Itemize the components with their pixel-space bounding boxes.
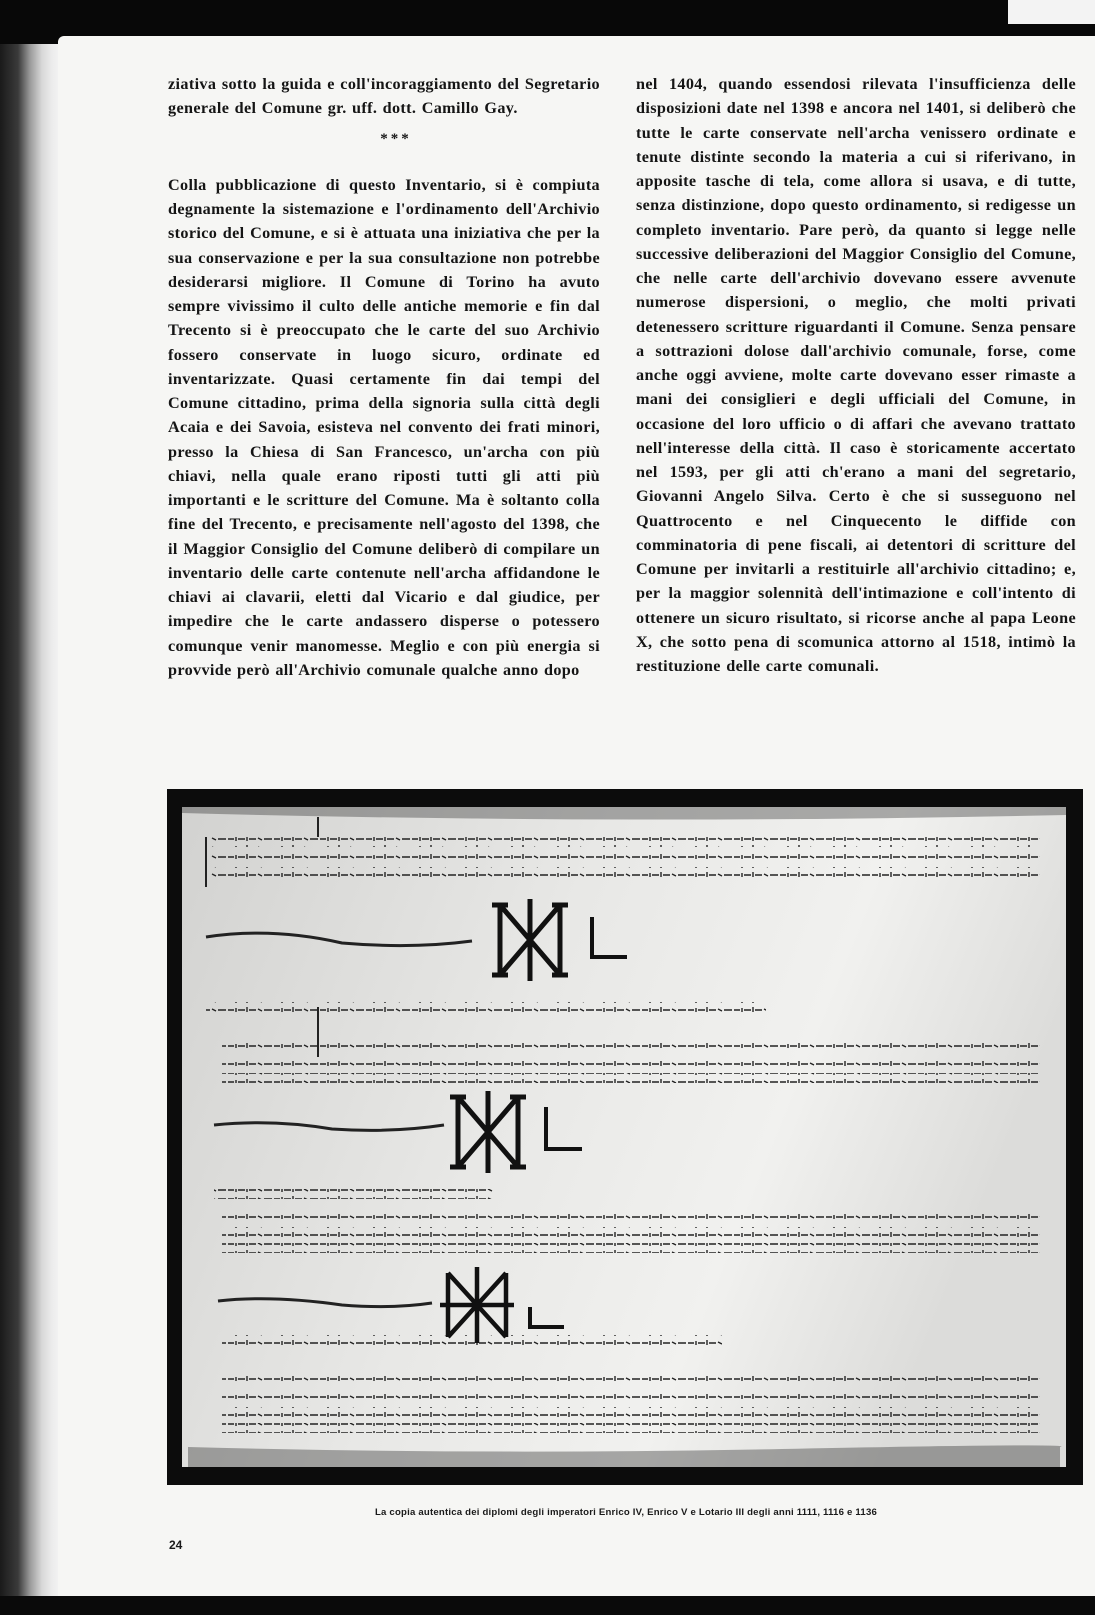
page-number: 24 [169,1538,183,1552]
photo-caption: La copia autentica dei diplomi degli imperatori Enrico IV, Enrico V e Lotario III degli anni 1111, 1116 e 1136 [374,1507,878,1518]
book-spine-shadow [0,44,64,1615]
manuscript-photo [167,789,1083,1485]
section-separator: *** [380,130,412,147]
top-right-paper-tab [1008,0,1095,24]
left-text-column [168,72,600,682]
parchment-document-image [182,807,1066,1467]
left-paragraph-2: Colla pubblicazione di questo Inventario, si è compiuta degnamente la sistemazione e l'ordinamento dell'Archivio storico del Comune, e si è attuata una iniziativa che per la sua conservazione e per la sua consultazione non potrebbe desiderarsi migliore. Il Comune di Torino ha avuto sempre vivissimo il culto delle antiche memorie e fin dal Trecento si è preoccupato che le carte del suo Archivio fossero conservate in luogo sicuro, ordinate ed inventarizzate. Quasi certamente fin dai tempi del Comune cittadino, prima della signoria sulla città degli Acaia e dei Savoia, esisteva nel convento dei frati minori, presso la Chiesa di San Francesco, un'archa con più chiavi, nella quale erano riposti tutti gli atti più importanti e le scritture del Comune. Ma è soltanto colla fine del Trecento, e precisamente nell'agosto del 1398, che il Maggior Consiglio del Comune deliberò di compilare un inventario delle carte contenute nell'archa affidandone le chiavi ai clavarii, eletti dal Vicario e dal giudice, per impedire che le carte andassero disperse o potessero comunque venir manomesse. Meglio e con più energia si provvide però all'Archivio comunale qualche anno dopo [168,175,600,679]
left-paragraph-1: ziativa sotto la guida e coll'incoraggiamento del Segretario generale del Comune gr. uff. dott. Camillo Gay. [168,75,600,118]
bottom-dark-band [0,1596,1095,1615]
right-paragraph-1: nel 1404, quando essendosi rilevata l'insufficienza delle disposizioni date nel 1398 e ancora nel 1401, si deliberò che tutte le carte conservate nell'archa venissero ordinate e tenute distinte secondo la materia a cui si riferivano, in apposite tasche di tela, come allora si usava, e di tutte, senza distinzione, dopo questo ordinamento, si redigesse un completo inventario. Pare però, da quanto si legge nelle successive deliberazioni del Maggior Consiglio del Comune, che nelle carte dell'archivio dovevano essere avvenute numerose dispersioni, o meglio, che molti privati detenessero scritture riguardanti il Comune. Senza pensare a sottrazioni dolose dall'archivio comunale, forse, come anche oggi avviene, molte carte dovevano esser rimaste a mani dei consiglieri e degli ufficiali del Comune, in occasione del loro ufficio o di affari che avevano trattato nell'interesse della città. Il caso è storicamente accertato nel 1593, per gli atti ch'erano a mani del segretario, Giovanni Angelo Silva. Certo è che si susseguono nel Quattrocento e nel Cinquecento le diffide con comminatoria di pene fiscali, ai detentori di scritture del Comune per invitarli a restituirle all'archivio cittadino; e, per la maggior solennità dell'intimazione e coll'intento di ottenere un sicuro risultato, si ricorse anche al papa Leone X, che sotto pena di scomunica attorno al 1518, intimò la restituzione delle carte comunali. [636,75,1076,675]
right-text-column [636,72,1076,678]
